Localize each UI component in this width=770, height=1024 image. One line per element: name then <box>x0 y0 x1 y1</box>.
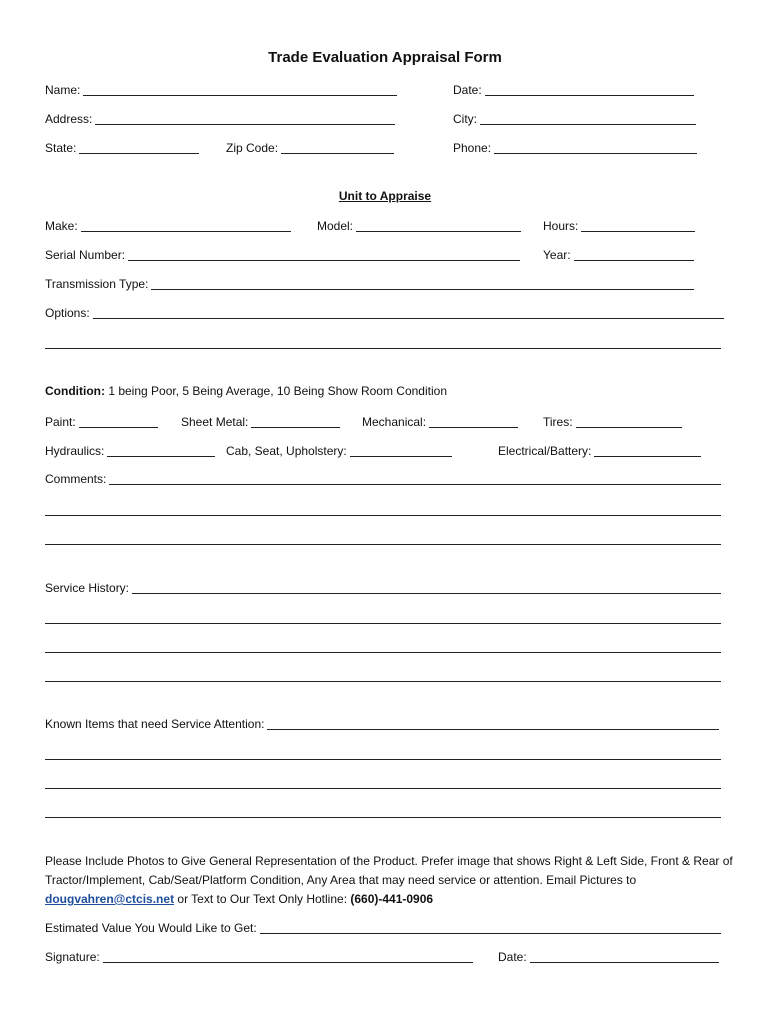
service-history-input-line[interactable] <box>132 581 721 594</box>
state-input-line[interactable] <box>79 141 199 154</box>
transmission-type-input-line[interactable] <box>151 277 694 290</box>
year-field[interactable] <box>543 246 694 264</box>
mechanical-input-line[interactable] <box>429 415 518 428</box>
hydraulics-input-line[interactable] <box>107 444 215 457</box>
hours-input-line[interactable] <box>581 219 695 232</box>
hours-label: Hours: <box>543 219 579 233</box>
photo-instructions <box>45 852 735 909</box>
condition-scale <box>45 384 447 398</box>
tires-input-line[interactable] <box>576 415 682 428</box>
electrical-battery-label: Electrical/Battery: <box>498 444 592 458</box>
address-label: Address: <box>45 112 93 126</box>
name-input-line[interactable] <box>83 83 397 96</box>
serial-number-input-line[interactable] <box>128 248 520 261</box>
paint-label: Paint: <box>45 415 76 429</box>
phone-field[interactable] <box>453 139 697 157</box>
electrical-battery-input-line[interactable] <box>594 444 701 457</box>
signature-input-line[interactable] <box>103 950 473 963</box>
paint-input-line[interactable] <box>79 415 158 428</box>
signature-date-field[interactable] <box>498 948 719 966</box>
city-label: City: <box>453 112 477 126</box>
hotline-prefix: or Text to Our Text Only Hotline: <box>174 892 351 906</box>
comments-input-line[interactable] <box>109 472 721 485</box>
form-title: Trade Evaluation Appraisal Form <box>268 49 502 66</box>
city-field[interactable] <box>453 110 696 128</box>
email-link[interactable]: dougvahren@ctcis.net <box>45 892 175 906</box>
serial-number-field[interactable] <box>45 246 520 264</box>
service-history-extra-line[interactable] <box>45 681 721 682</box>
hours-field[interactable] <box>543 217 695 235</box>
photo-instructions-text: Please Include Photos to Give General Representation of the Product. Prefer image that shows Right & Left Side, Front & Rear of Tractor/Implement, Cab/Seat/Platform Condition, Any Area that may need service or attention. Email Pictures to <box>45 854 733 887</box>
model-input-line[interactable] <box>356 219 521 232</box>
date-field[interactable] <box>453 81 694 99</box>
service-history-label: Service History: <box>45 581 130 595</box>
state-field[interactable] <box>45 139 199 157</box>
zip-field[interactable] <box>226 139 394 157</box>
comments-extra-line[interactable] <box>45 544 721 545</box>
condition-heading: Condition: <box>45 384 105 398</box>
address-field[interactable] <box>45 110 395 128</box>
estimated-value-label: Estimated Value You Would Like to Get: <box>45 921 257 935</box>
sheet-metal-input-line[interactable] <box>251 415 340 428</box>
known-items-label: Known Items that need Service Attention: <box>45 717 265 731</box>
serial-number-label: Serial Number: <box>45 248 126 262</box>
transmission-type-field[interactable] <box>45 275 694 293</box>
known-items-extra-line[interactable] <box>45 817 721 818</box>
known-items-extra-line[interactable] <box>45 759 721 760</box>
name-label: Name: <box>45 83 81 97</box>
transmission-type-label: Transmission Type: <box>45 277 149 291</box>
options-field[interactable] <box>45 304 724 322</box>
condition-scale-text: 1 being Poor, 5 Being Average, 10 Being Show Room Condition <box>104 384 447 398</box>
paint-field[interactable] <box>45 413 158 431</box>
make-field[interactable] <box>45 217 291 235</box>
electrical-battery-field[interactable] <box>498 442 701 460</box>
sheet-metal-label: Sheet Metal: <box>181 415 249 429</box>
city-input-line[interactable] <box>480 112 696 125</box>
name-field[interactable] <box>45 81 397 99</box>
signature-date-input-line[interactable] <box>530 950 719 963</box>
sheet-metal-field[interactable] <box>181 413 340 431</box>
year-input-line[interactable] <box>574 248 694 261</box>
date-label: Date: <box>453 83 482 97</box>
cab-seat-upholstery-field[interactable] <box>226 442 452 460</box>
known-items-field[interactable] <box>45 715 719 733</box>
model-label: Model: <box>317 219 354 233</box>
state-label: State: <box>45 141 77 155</box>
service-history-extra-line[interactable] <box>45 623 721 624</box>
options-label: Options: <box>45 306 90 320</box>
mechanical-label: Mechanical: <box>362 415 427 429</box>
address-input-line[interactable] <box>95 112 395 125</box>
year-label: Year: <box>543 248 571 262</box>
known-items-extra-line[interactable] <box>45 788 721 789</box>
known-items-input-line[interactable] <box>267 717 719 730</box>
estimated-value-field[interactable] <box>45 919 721 937</box>
signature-date-label: Date: <box>498 950 527 964</box>
tires-label: Tires: <box>543 415 573 429</box>
cab-seat-upholstery-input-line[interactable] <box>350 444 452 457</box>
options-extra-line[interactable] <box>45 348 721 349</box>
comments-label: Comments: <box>45 472 107 486</box>
zip-label: Zip Code: <box>226 141 279 155</box>
make-label: Make: <box>45 219 78 233</box>
cab-seat-upholstery-label: Cab, Seat, Upholstery: <box>226 444 347 458</box>
unit-heading: Unit to Appraise <box>338 189 432 203</box>
hydraulics-field[interactable] <box>45 442 215 460</box>
service-history-extra-line[interactable] <box>45 652 721 653</box>
estimated-value-input-line[interactable] <box>260 921 721 934</box>
options-input-line[interactable] <box>93 306 724 319</box>
tires-field[interactable] <box>543 413 682 431</box>
comments-field[interactable] <box>45 470 721 488</box>
signature-field[interactable] <box>45 948 473 966</box>
hotline-number: (660)-441-0906 <box>350 892 434 906</box>
make-input-line[interactable] <box>81 219 291 232</box>
model-field[interactable] <box>317 217 521 235</box>
signature-label: Signature: <box>45 950 100 964</box>
comments-extra-line[interactable] <box>45 515 721 516</box>
mechanical-field[interactable] <box>362 413 518 431</box>
zip-input-line[interactable] <box>281 141 394 154</box>
phone-label: Phone: <box>453 141 492 155</box>
date-input-line[interactable] <box>485 83 694 96</box>
phone-input-line[interactable] <box>494 141 697 154</box>
hydraulics-label: Hydraulics: <box>45 444 105 458</box>
service-history-field[interactable] <box>45 579 721 597</box>
